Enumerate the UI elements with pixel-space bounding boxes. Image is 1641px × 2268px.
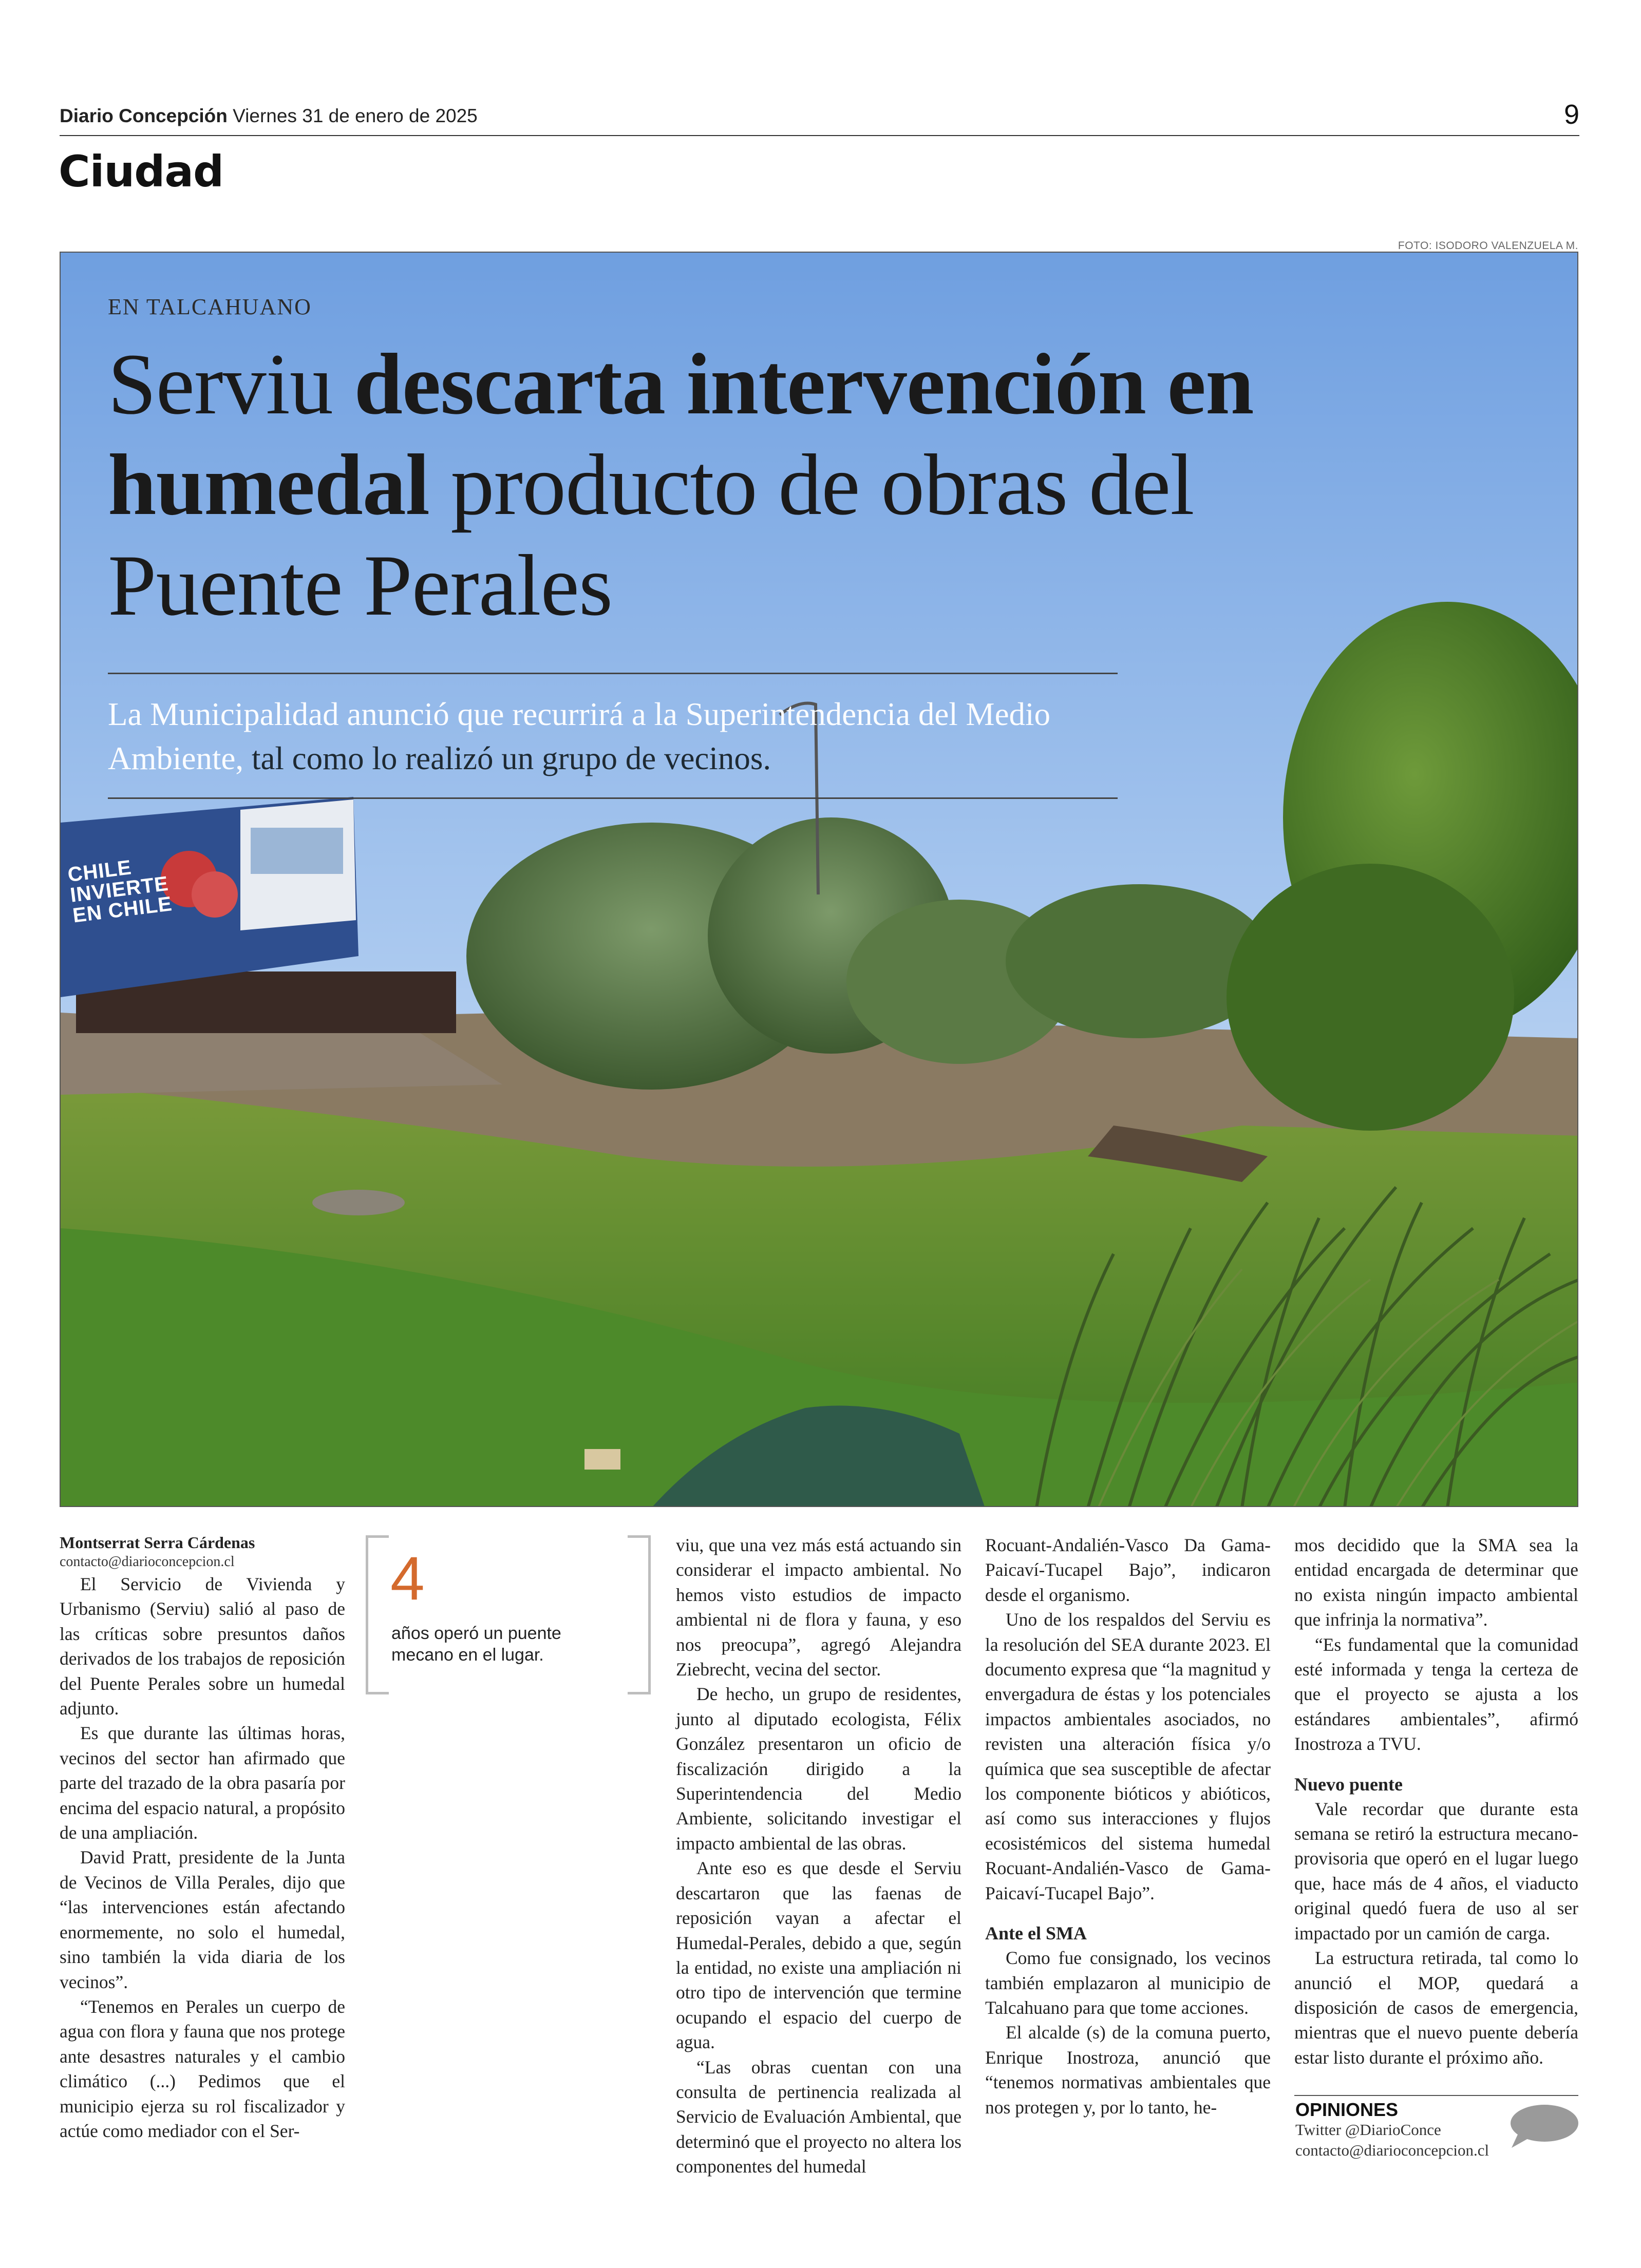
paragraph: “Las obras cuentan con una consulta de pertinencia realizada al Servicio de Evaluación Ambiental, que determinó que el proyecto no altera los componentes del humedal xyxy=(676,2056,961,2177)
paragraph: Ante eso es que desde el Serviu descartaron que las faenas de reposición vayan a afectar el Humedal-Perales, debido a que, según la entidad, no existe una ampliación ni otro tipo de intervención que termine ocupando el espacio del cuerpo de agua. xyxy=(676,1858,961,2053)
body-column-3 xyxy=(676,1533,961,2179)
subhead-part2: tal como lo realizó un grupo de vecinos. xyxy=(243,740,771,776)
speech-bubble-icon xyxy=(1507,2103,1579,2149)
masthead xyxy=(60,105,478,127)
paragraph: Rocuant-Andalién-Vasco Da Gama-Paicaví-Tucapel Bajo”, indicaron desde el organismo. xyxy=(985,1535,1271,1605)
paragraph: viu, que una vez más está actuando sin considerar el impacto ambiental. No hemos visto estudios de impacto ambiental ni de flora y fauna, y eso nos preocupa”, agregó Alejandra Ziebrecht, vecina del sector. xyxy=(676,1535,961,1680)
opinions-email[interactable]: contacto@diarioconcepcion.cl xyxy=(1295,2141,1489,2159)
subhead-part1: La Municipalidad anunció que recurrirá a la Superintendencia del Medio Ambiente, xyxy=(108,696,1051,776)
opinions-twitter[interactable]: Twitter @DiarioConce xyxy=(1295,2121,1441,2139)
article-headline xyxy=(108,334,1443,636)
header-divider xyxy=(60,135,1579,136)
section-title: Ciudad xyxy=(59,146,224,197)
pull-quote-number: 4 xyxy=(390,1544,425,1613)
paragraph: David Pratt, presidente de la Junta de Vecinos de Villa Perales, dijo que “las intervenciones están afectando enormemente, no solo el humedal, sino también la vida diaria de los vecinos”. xyxy=(60,1847,345,1992)
pull-quote-bracket-left xyxy=(366,1535,389,1694)
paragraph: Es que durante las últimas horas, vecinos del sector han afirmado que parte del trazado de la obra pasaría por encima del espacio natural, a propósito de una ampliación. xyxy=(60,1723,345,1843)
subheading: Nuevo puente xyxy=(1294,1774,1403,1795)
body-column-4 xyxy=(985,1533,1271,2120)
paragraph: mos decidido que la SMA sea la entidad encargada de determinar que no exista ningún impacto ambiental que infrinja la normativa”. xyxy=(1294,1535,1578,1630)
paragraph: Uno de los respaldos del Serviu es la resolución del SEA durante 2023. El documento expresa que “la magnitud y envergadura de éstas y los potenciales impactos ambientales asociados, no revisten una alteración física y/o química que sea susceptible de afectar los componente bióticos y abióticos, así como sus interacciones y flujos ecosistémicos del sistema humedal Rocuant-Andalién-Vasco de Gama-Paicaví-Tucapel Bajo”. xyxy=(985,1609,1271,1903)
brand-name: Diario Concepción xyxy=(60,105,228,126)
billboard-text: CHILE INVIERTE EN CHILE xyxy=(66,856,174,927)
opinions-divider xyxy=(1294,2095,1578,2096)
pull-quote-bracket-right xyxy=(628,1535,651,1694)
subhead-rule-bottom xyxy=(108,797,1118,799)
opinions-title: OPINIONES xyxy=(1295,2099,1399,2120)
body-column-1 xyxy=(60,1533,345,2143)
pull-quote-text: años operó un puente mecano en el lugar. xyxy=(391,1624,561,1665)
article-kicker: EN TALCAHUANO xyxy=(108,294,312,319)
byline-email: contacto@diarioconcepcion.cl xyxy=(60,1554,235,1570)
article-subhead xyxy=(108,692,1135,780)
byline: Montserrat Serra Cárdenas xyxy=(60,1533,255,1552)
issue-date: Viernes 31 de enero de 2025 xyxy=(233,105,478,126)
paragraph: Vale recordar que durante esta semana se retiró la estructura mecano-provisoria que operó en el lugar luego que, hace más de 4 años, el viaducto original quedó fuera de uso al ser impactado por un camión de carga. xyxy=(1294,1798,1578,1943)
paragraph: El Servicio de Vivienda y Urbanismo (Serviu) salió al paso de las críticas sobre presuntos daños derivados de los trabajos de reposición del Puente Perales sobre un humedal adjunto. xyxy=(60,1574,345,1719)
body-column-5 xyxy=(1294,1533,1578,2070)
paragraph: El alcalde (s) de la comuna puerto, Enrique Inostroza, anunció que “tenemos normativas ambientales que nos protegen y, por lo tanto, he- xyxy=(985,2022,1271,2118)
subhead-rule-top xyxy=(108,673,1118,674)
subheading: Ante el SMA xyxy=(985,1923,1087,1944)
paragraph: De hecho, un grupo de residentes, junto al diputado ecologista, Félix González presentaron un oficio de fiscalización dirigido a la Superintendencia del Medio Ambiente, solicitando investigar el impacto ambiental de las obras. xyxy=(676,1684,961,1854)
photo-credit: FOTO: ISODORO VALENZUELA M. xyxy=(1398,240,1578,252)
headline-part1: Serviu xyxy=(108,336,354,432)
paragraph: La estructura retirada, tal como lo anunció el MOP, quedará a disposición de casos de emergencia, mientras que el nuevo puente debería estar listo durante el próximo año. xyxy=(1294,1948,1578,2068)
page-number: 9 xyxy=(1563,99,1579,130)
paragraph: “Tenemos en Perales un cuerpo de agua con flora y fauna que nos protege ante desastres naturales y el cambio climático (...) Pedimos que el municipio ejerza su rol fiscalizador y actúe como mediador con el Ser- xyxy=(60,1996,345,2141)
paragraph: “Es fundamental que la comunidad esté informada y tenga la certeza de que el proyecto se ajusta a los estándares ambientales”, afirmó Inostroza a TVU. xyxy=(1294,1634,1578,1755)
headline-bold: descarta intervención en humedal xyxy=(108,336,1254,533)
headline-part2: producto de obras del Puente Perales xyxy=(108,436,1194,634)
paragraph: Como fue consignado, los vecinos también emplazaron al municipio de Talcahuano para que tome acciones. xyxy=(985,1948,1271,2018)
